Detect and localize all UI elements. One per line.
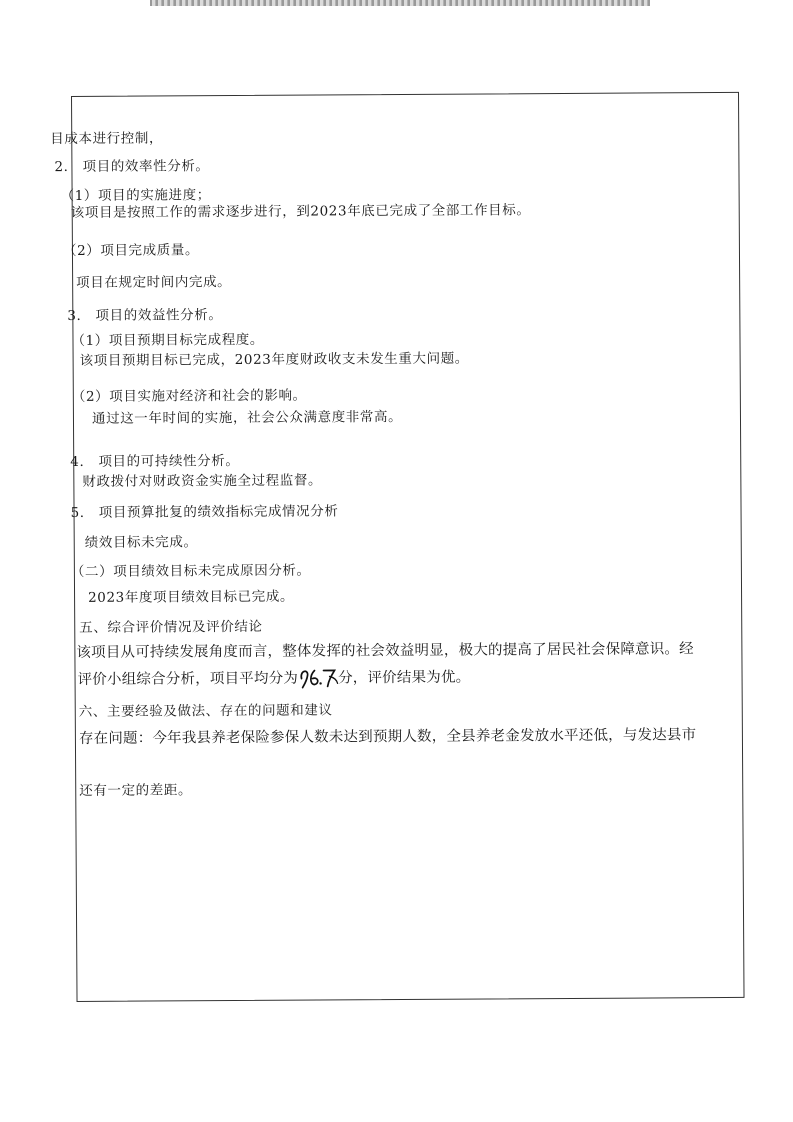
scan-edge-artifact	[150, 0, 650, 6]
document-frame	[50, 92, 745, 1002]
text-line: 还有一定的差距。	[79, 782, 193, 799]
text-line: 财政拨付对财政资金实施全过程监督。	[82, 472, 323, 490]
subsection-heading: （1）项目的实施进度；	[60, 187, 211, 205]
score-label: 评价小组综合分析，项目平均分为	[77, 670, 299, 688]
handwritten-score	[298, 668, 338, 686]
section-heading: 五、综合评价情况及评价结论	[79, 618, 263, 636]
section-heading: 2. 项目的效率性分析。	[54, 158, 210, 176]
subsection-heading: （2）项目实施对经济和社会的影响。	[71, 387, 307, 406]
subsection-heading: （1）项目预期目标完成程度。	[71, 331, 265, 350]
section-heading: 六、主要经验及做法、存在的问题和建议	[78, 702, 333, 720]
text-line: 该项目是按照工作的需求逐步进行，到2023年底已完成了全部工作目标。	[70, 202, 531, 222]
section-heading: 3. 项目的效益性分析。	[67, 307, 223, 325]
text-line: 该项目预期目标已完成，2023年度财政收支未发生重大问题。	[79, 350, 469, 369]
subsection-heading: （二）项目绩效目标未完成原因分析。	[70, 562, 311, 581]
score-suffix: 分，评价结果为优。	[338, 669, 471, 687]
text-line: 项目在规定时间内完成。	[76, 274, 232, 291]
text-line: 存在问题：今年我县养老保险参保人数未达到预期人数，全县养老金发放水平还低，与发达县市	[78, 727, 697, 747]
text-line: 该项目从可持续发展角度而言，整体发挥的社会效益明显，极大的提高了居民社会保障意识。经	[76, 641, 694, 661]
text-line: 2023年度项目绩效目标已完成。	[88, 588, 295, 606]
score-line	[78, 668, 471, 689]
section-heading: 4. 项目的可持续性分析。	[70, 452, 240, 471]
subsection-heading: （2）项目完成质量。	[62, 242, 200, 260]
text-line: 绩效目标未完成。	[84, 534, 198, 551]
section-heading: 5. 项目预算批复的绩效指标完成情况分析	[70, 503, 339, 522]
text-line: 目成本进行控制，	[50, 130, 164, 148]
handwritten-score-mark	[298, 664, 338, 688]
text-line: 通过这一年时间的实施，社会公众满意度非常高。	[91, 408, 403, 427]
